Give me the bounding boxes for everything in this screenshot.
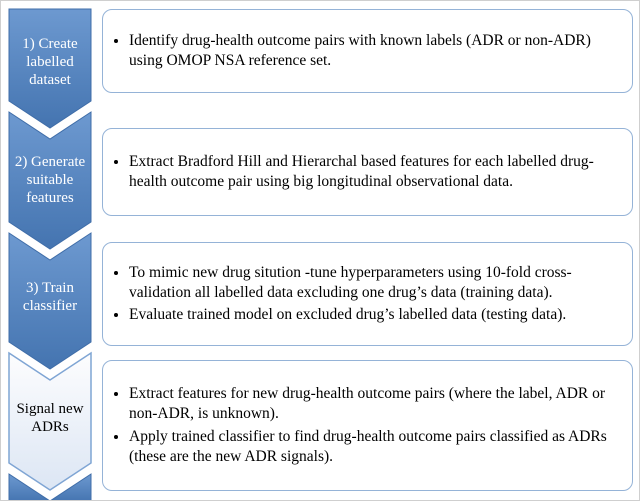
- step-box-4: [102, 360, 633, 491]
- step-box-1: [102, 9, 633, 93]
- arrow-label-step-4: Signal new ADRs: [16, 401, 84, 435]
- step-box-3: [102, 242, 633, 346]
- bullet-item: • Identify drug-health outcome pairs with known labels (ADR or non-ADR) using OMOP NSA reference set.: [129, 31, 622, 71]
- arrow-label-step-3: 3) Train classifier: [22, 280, 78, 314]
- bullet-item: • Apply trained classifier to find drug-health outcome pairs classified as ADRs (these are the new ADR signals).: [129, 427, 622, 467]
- arrow-label-step-2: 2) Generate suitable features: [14, 154, 86, 206]
- bullet-item: • Evaluate trained model on excluded drug’s labelled data (testing data).: [129, 305, 622, 325]
- step-box-3-bullets: [107, 263, 622, 325]
- step-box-1-bullets: [107, 31, 622, 71]
- bullet-item: • To mimic new drug sitution -tune hyperparameters using 10-fold cross-validation all labelled data excluding one drug’s data (training data).: [129, 263, 622, 303]
- step-box-2-bullets: [107, 152, 622, 192]
- bullet-item: • Extract Bradford Hill and Hierarchal based features for each labelled drug-health outcome pair using big longitudinal observational data.: [129, 152, 622, 192]
- step-box-2: [102, 128, 633, 216]
- step-box-4-bullets: [107, 384, 622, 466]
- bullet-item: • Extract features for new drug-health outcome pairs (where the label, ADR or non-ADR, is unknown).: [129, 384, 622, 424]
- arrow-label-step-1: 1) Create labelled dataset: [22, 36, 78, 88]
